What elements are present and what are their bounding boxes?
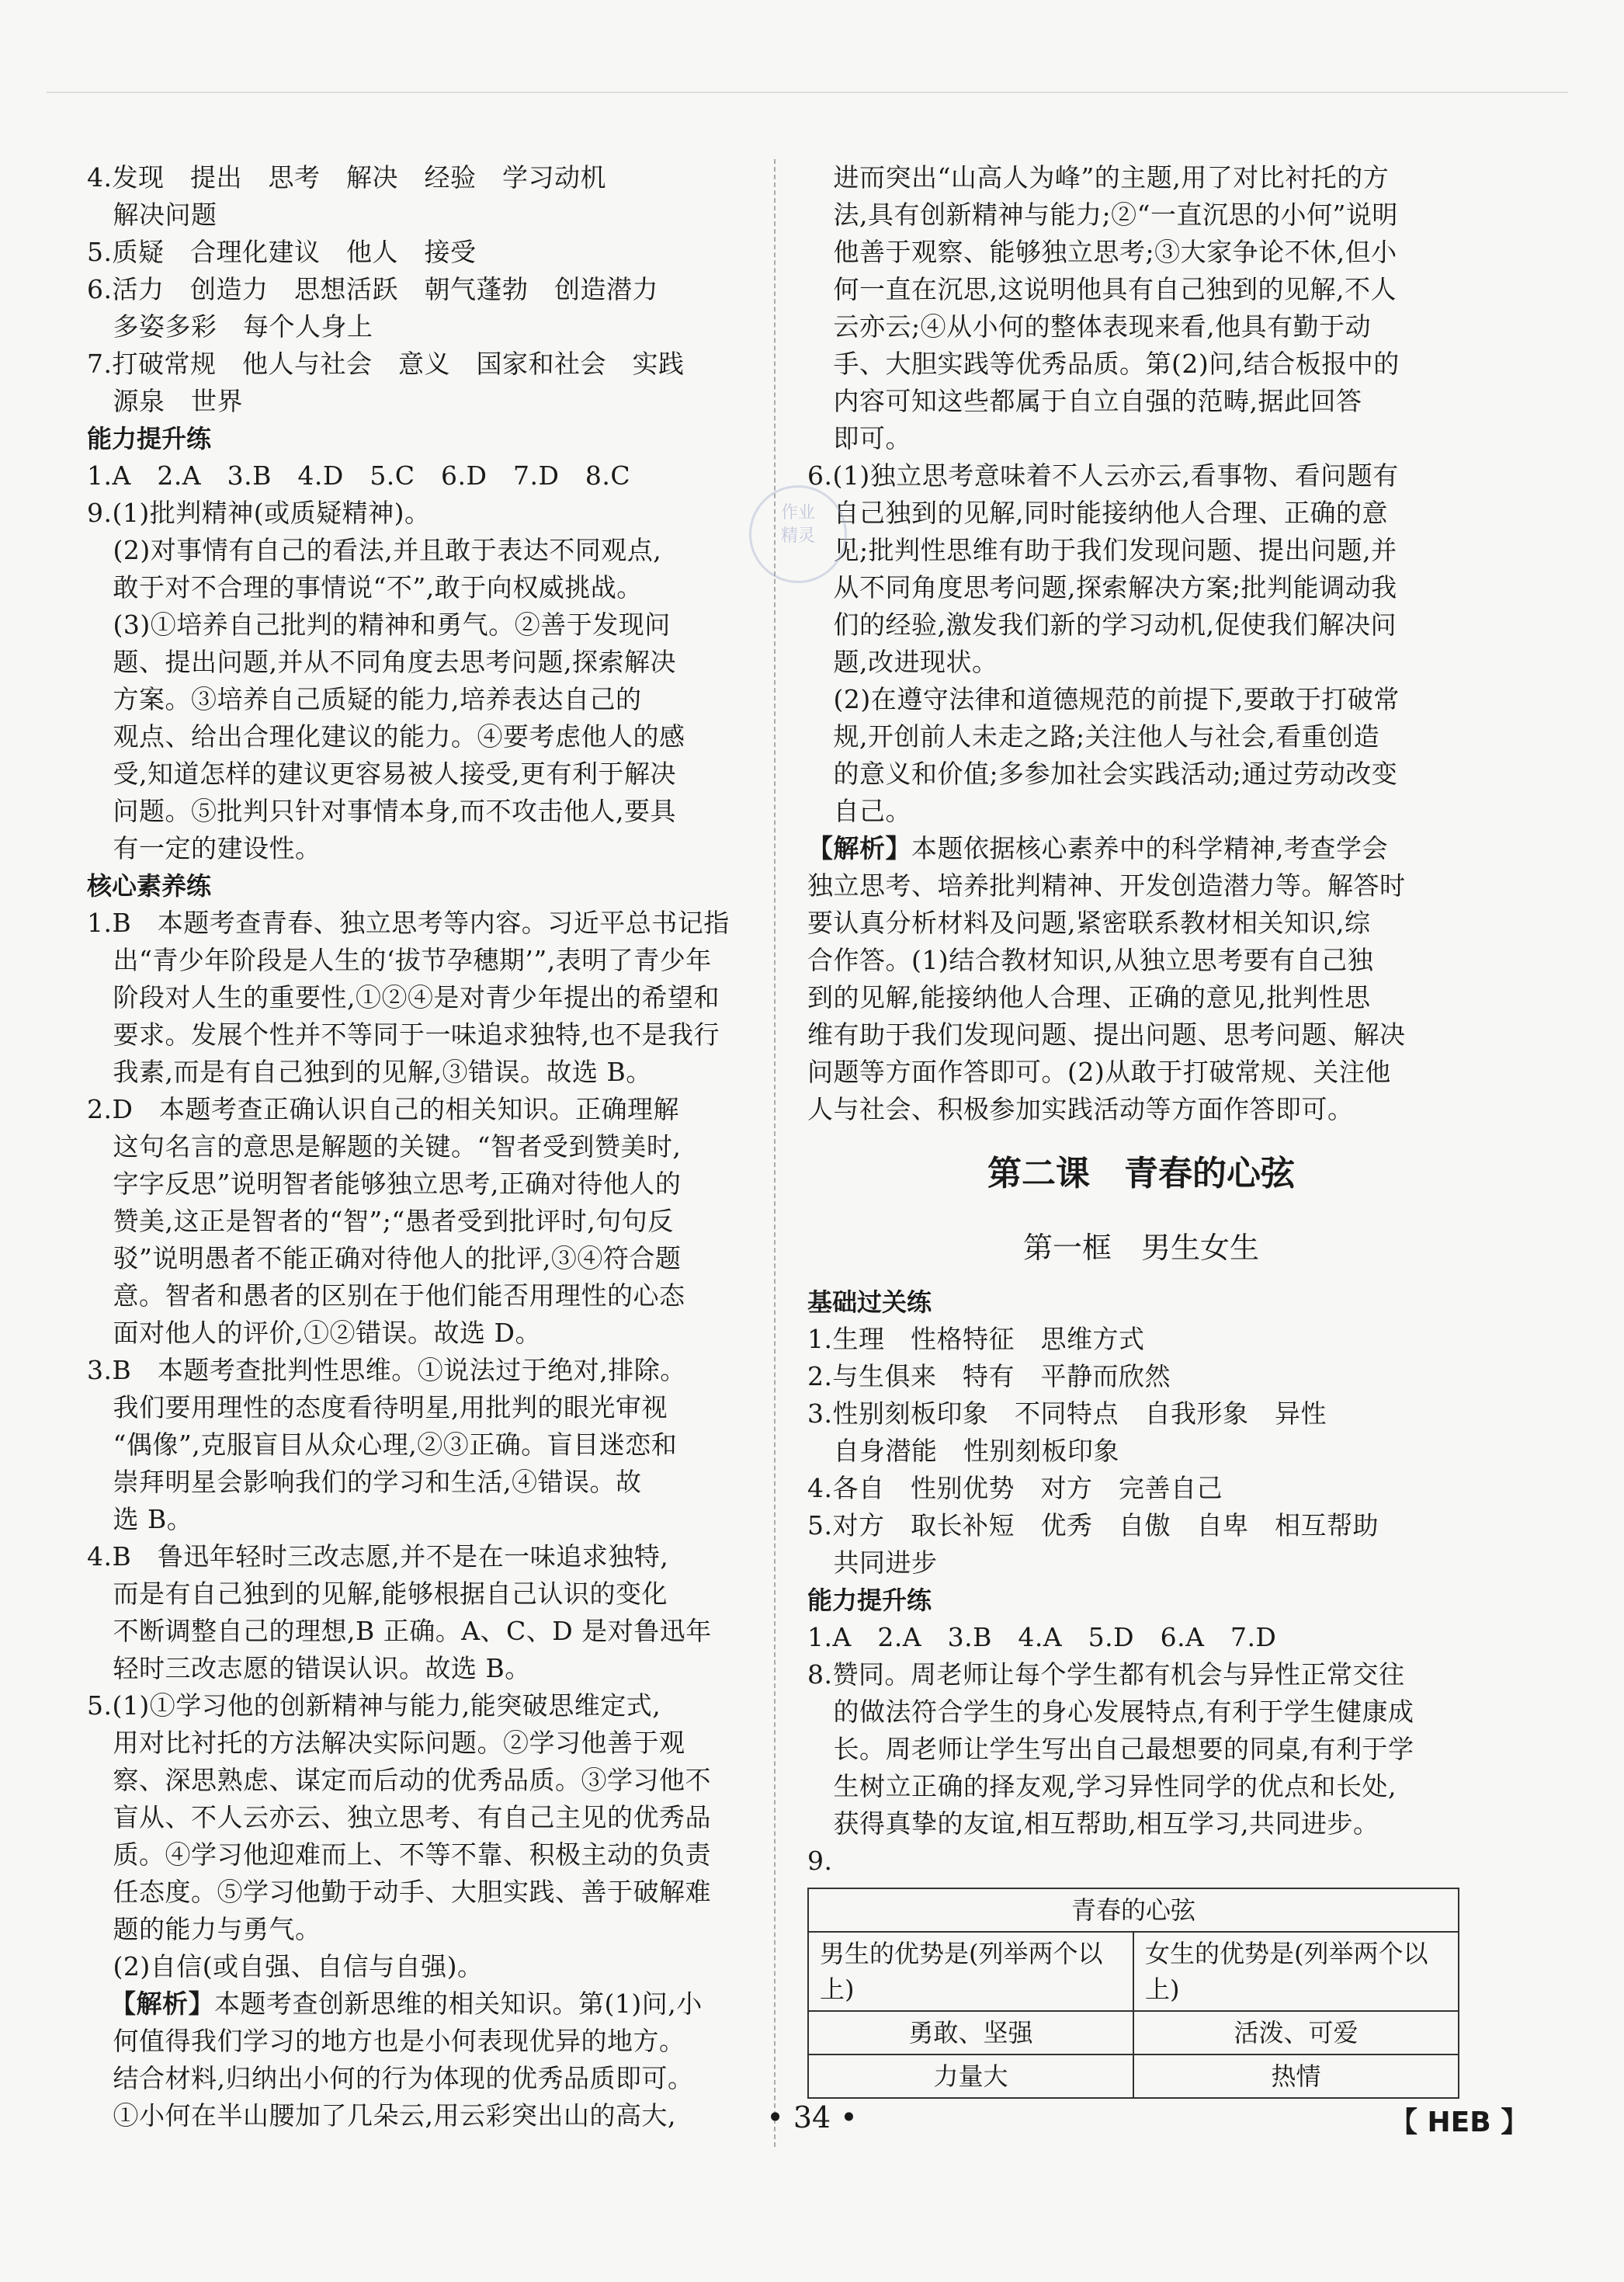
text-line: 题的能力与勇气。 [87,1914,321,1944]
lesson-title: 第二课 青春的心弦 [987,1154,1295,1193]
text-line: 9.(1)批判精神(或质疑精神)。 [87,498,431,528]
text-line: 2.D 本题考查正确认识自己的相关知识。正确理解 [87,1094,679,1124]
text-line: 5.质疑 合理化建议 他人 接受 [87,237,477,267]
text-line: 4.发现 提出 思考 解决 经验 学习动机 [87,162,606,193]
text-line: 5.对方 取长补短 优秀 自傲 自卑 相互帮助 [807,1510,1379,1540]
text-line: 1.A 2.A 3.B 4.D 5.C 6.D 7.D 8.C [87,460,631,491]
text-line: 4.各自 性别优势 对方 完善自己 [807,1473,1223,1503]
text-line: 获得真挚的友谊,相互帮助,相互学习,共同进步。 [807,1808,1379,1839]
analysis-continuation-right [807,867,1475,1128]
analysis-text-right: 本题依据核心素养中的科学精神,考查学会 [911,833,1388,863]
left-column [87,159,747,2134]
text-line: 观点、给出合理化建议的能力。④要考虑他人的感 [87,721,685,752]
text-line: 问题等方面作答即可。(2)从敢于打破常规、关注他 [807,1057,1391,1087]
text-line: 我们要用理性的态度看待明星,用批判的眼光审视 [87,1392,668,1422]
text-line: 受,知道怎样的建议更容易被人接受,更有利于解决 [87,759,676,789]
text-line: 从不同角度思考问题,探索解决方案;批判能调动我 [807,572,1397,603]
text-line: 轻时三改志愿的错误认识。故选 B。 [87,1653,531,1683]
text-line: 任态度。⑤学习他勤于动手、大胆实践、善于破解难 [87,1877,711,1907]
table-head-boys: 男生的优势是(列举两个以上) [808,1932,1133,2011]
text-line: 维有助于我们发现问题、提出问题、思考问题、解决 [807,1019,1406,1050]
analysis-tag: 【解析】 [110,1989,214,2019]
text-line: 驳”说明愚者不能正确对待他人的批评,③④符合题 [87,1243,682,1273]
text-line: 内容可知这些都属于自立自强的范畴,据此回答 [807,386,1362,416]
text-line: 要认真分析材料及问题,紧密联系教材相关知识,综 [807,908,1371,938]
table-cell: 活泼、可爱 [1133,2011,1459,2054]
advantages-table [807,1888,1459,2099]
text-line: 的做法符合学生的身心发展特点,有利于学生健康成 [807,1697,1414,1727]
text-line: (2)在遵守法律和道德规范的前提下,要敢于打破常 [807,684,1400,714]
text-line: 这句名言的意思是解题的关键。“智者受到赞美时, [87,1131,682,1162]
text-line: 5.(1)①学习他的创新精神与能力,能突破思维定式, [87,1690,661,1721]
text-line: 质。④学习他迎难而上、不等不靠、积极主动的负责 [87,1839,711,1870]
text-line: 题、提出问题,并从不同角度去思考问题,探索解决 [87,647,676,677]
analysis-tag-right: 【解析】 [807,833,911,863]
text-line: 合作答。(1)结合教材知识,从独立思考要有自己独 [807,945,1374,975]
text-line: 人与社会、积极参加实践活动等方面作答即可。 [807,1094,1354,1124]
text-line: 规,开创前人未走之路;关注他人与社会,看重创造 [807,721,1380,752]
text-line: 1.B 本题考查青春、独立思考等内容。习近平总书记指 [87,908,730,938]
table-title: 青春的心弦 [808,1888,1459,1932]
header-rule [47,92,1568,93]
core-answers [87,905,747,1985]
text-line: 何一直在沉思,这说明他具有自己独到的见解,不人 [807,274,1397,304]
analysis-paragraph [87,1985,747,2023]
page-number: • 34 • [766,2100,858,2134]
fill-blank-answers-1 [87,159,747,420]
text-line: 敢于对不合理的事情说“不”,敢于向权威挑战。 [87,572,643,603]
text-line: 察、深思熟虑、谋定而后动的优秀品质。③学习他不 [87,1765,711,1795]
text-line: (2)对事情有自己的看法,并且敢于表达不同观点, [87,535,662,565]
text-line: 有一定的建设性。 [87,833,321,863]
text-line: 源泉 世界 [87,386,243,416]
text-line: 9. [807,1846,833,1876]
text-line: 盲从、不人云亦云、独立思考、有自己主见的优秀品 [87,1802,711,1832]
text-line: 手、大胆实践等优秀品质。第(2)问,结合板报中的 [807,349,1400,379]
text-line: 用对比衬托的方法解决实际问题。②学习他善于观 [87,1728,685,1758]
text-line: 1.生理 性格特征 思维方式 [807,1324,1145,1354]
text-line: 6.(1)独立思考意味着不人云亦云,看事物、看问题有 [807,460,1399,491]
text-line: 不断调整自己的理想,B 正确。A、C、D 是对鲁迅年 [87,1616,712,1646]
text-line: 法,具有创新精神与能力;②“一直沉思的小何”说明 [807,200,1398,230]
text-line: 字字反思”说明智者能够独立思考,正确对待他人的 [87,1169,682,1199]
text-line: 出“青少年阶段是人生的‘拔节孕穗期’”,表明了青少年 [87,945,712,975]
right-column [807,159,1475,2099]
text-line: 何值得我们学习的地方也是小何表现优异的地方。 [87,2026,685,2056]
text-line: 自己。 [807,796,911,826]
table-head-girls: 女生的优势是(列举两个以上) [1133,1932,1459,2011]
section-heading-ability: 能力提升练 [87,424,212,453]
text-line: “偶像”,克服盲目从众心理,②③正确。盲目迷恋和 [87,1429,678,1460]
ability-answers [87,457,747,867]
text-line: 自身潜能 性别刻板印象 [807,1436,1119,1466]
section-heading-core: 核心素养练 [87,871,212,901]
text-line: 赞美,这正是智者的“智”;“愚者受到批评时,句句反 [87,1206,674,1236]
ability-answers-2 [807,1619,1475,1880]
table-cell: 力量大 [808,2054,1133,2098]
text-line: 3.性别刻板印象 不同特点 自我形象 异性 [807,1398,1327,1429]
text-line: 他善于观察、能够独立思考;③大家争论不休,但小 [807,237,1397,267]
text-line: 们的经验,激发我们新的学习动机,促使我们解决问 [807,610,1397,640]
text-line: 1.A 2.A 3.B 4.A 5.D 6.A 7.D [807,1622,1277,1652]
text-line: (2)自信(或自强、自信与自强)。 [87,1951,484,1982]
text-line: 进而突出“山高人为峰”的主题,用了对比衬托的方 [807,162,1390,193]
text-line: 的意义和价值;多参加社会实践活动;通过劳动改变 [807,759,1398,789]
analysis-paragraph-right [807,830,1475,867]
stamp-text: 作业 [780,503,815,523]
table-cell: 热情 [1133,2054,1459,2098]
text-line: 面对他人的评价,①②错误。故选 D。 [87,1318,541,1348]
frame-title: 第一框 男生女生 [1022,1231,1259,1265]
text-line: 崇拜明星会影响我们的学习和生活,④错误。故 [87,1467,642,1497]
text-line: 问题。⑤批判只针对事情本身,而不攻击他人,要具 [87,796,676,826]
text-line: 云亦云;④从小何的整体表现来看,他具有勤于动 [807,311,1372,342]
text-line: 共同进步 [807,1547,938,1578]
text-line: 选 B。 [87,1504,193,1534]
text-line: 8.赞同。周老师让每个学生都有机会与异性正常交往 [807,1659,1405,1690]
text-line: 方案。③培养自己质疑的能力,培养表达自己的 [87,684,642,714]
edition-badge: 【 HEB 】 [1390,2107,1529,2138]
text-line: 生树立正确的择友观,学习异性同学的优点和长处, [807,1771,1397,1801]
continued-answers [807,159,1475,830]
column-divider [774,159,776,2147]
basic-answers [807,1321,1475,1582]
text-line: 即可。 [807,423,911,453]
text-line: 而是有自己独到的见解,能够根据自己认识的变化 [87,1579,668,1609]
text-line: 结合材料,归纳出小何的行为体现的优秀品质即可。 [87,2063,694,2093]
text-line: 2.与生俱来 特有 平静而欣然 [807,1361,1171,1391]
text-line: 7.打破常规 他人与社会 意义 国家和社会 实践 [87,349,685,379]
text-line: 到的见解,能接纳他人合理、正确的意见,批判性思 [807,982,1371,1012]
text-line: 自己独到的见解,同时能接纳他人合理、正确的意 [807,498,1388,528]
table-cell: 勇敢、坚强 [808,2011,1133,2054]
text-line: 解决问题 [87,200,217,230]
text-line: 多姿多彩 每个人身上 [87,311,373,342]
text-line: 要求。发展个性并不等同于一味追求独特,也不是我行 [87,1019,720,1050]
text-line: 6.活力 创造力 思想活跃 朝气蓬勃 创造潜力 [87,274,658,304]
text-line: 见;批判性思维有助于我们发现问题、提出问题,并 [807,535,1397,565]
section-heading-ability-2: 能力提升练 [807,1586,932,1615]
text-line: 阶段对人生的重要性,①②④是对青少年提出的希望和 [87,982,720,1012]
watermark-stamp [749,485,847,583]
stamp-text: 精灵 [780,526,815,546]
text-line: (3)①培养自己批判的精神和勇气。②善于发现问 [87,610,671,640]
text-line: ①小何在半山腰加了几朵云,用云彩突出山的高大, [87,2100,676,2131]
text-line: 3.B 本题考查批判性思维。①说法过于绝对,排除。 [87,1355,686,1385]
text-line: 独立思考、培养批判精神、开发创造潜力等。解答时 [807,870,1406,901]
text-line: 长。周老师让学生写出自己最想要的同桌,有利于学 [807,1734,1414,1764]
text-line: 意。智者和愚者的区别在于他们能否用理性的心态 [87,1280,685,1311]
text-line: 题,改进现状。 [807,647,998,677]
text-line: 我素,而是有自己独到的见解,③错误。故选 B。 [87,1057,652,1087]
text-line: 4.B 鲁迅年轻时三改志愿,并不是在一味追求独特, [87,1541,669,1572]
analysis-text: 本题考查创新思维的相关知识。第(1)问,小 [214,1989,703,2019]
section-heading-basic: 基础过关练 [807,1287,932,1317]
